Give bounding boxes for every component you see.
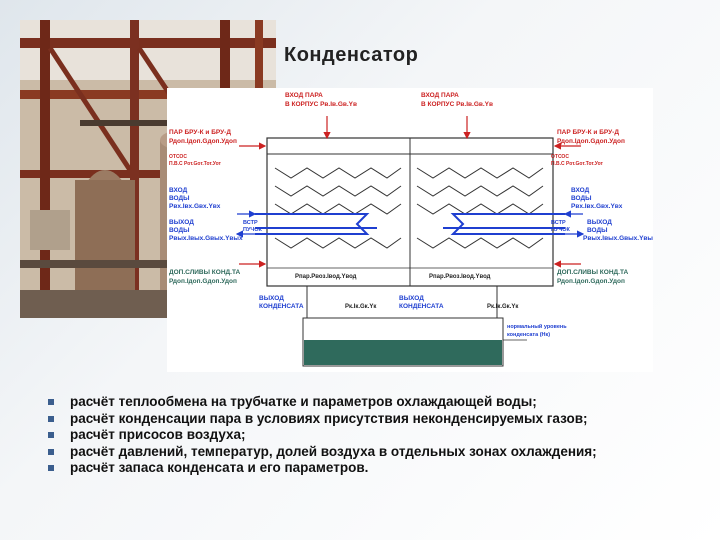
bru-left-l1: ПАР БРУ-К и БРУ-Д (169, 129, 231, 136)
water-out-left-l2: ВОДЫ (169, 227, 190, 234)
water-in-left-l1: ВХОД (169, 187, 188, 194)
bru-right-l1: ПАР БРУ-К и БРУ-Д (557, 129, 619, 136)
level-label-l1: нормальный уровень (507, 324, 567, 330)
bru-left-l2: Рдоп.Iдоп.Gдоп.Удоп (169, 138, 237, 145)
drain-right-l2: Рдоп.Iдоп.Gдоп.Удоп (557, 278, 625, 285)
bullet-square-icon (48, 399, 54, 405)
drain-left-l2: Рдоп.Iдоп.Gдоп.Удоп (169, 278, 237, 285)
cond-out-right-l1: ВЫХОД (399, 295, 424, 302)
level-label-l2: конденсата (Нк) (507, 332, 551, 338)
bullet-square-icon (48, 449, 54, 455)
water-in-right-l3: Рвх.Iвх.Gвх.Yвх (571, 203, 623, 210)
bullet-item: расчёт конденсации пара в условиях присутствия неконденсируемых газов; (48, 411, 688, 427)
cond-out-left-l2: КОНДЕНСАТА (259, 303, 304, 310)
bundle-left-l1: ВСТР (243, 220, 258, 226)
bru-right-l2: Рдоп.Iдоп.Gдоп.Удоп (557, 138, 625, 145)
bundle-right-l1: ВСТР (551, 220, 566, 226)
water-out-right-l3: Рвых.Iвых.Gвых.Yвых (583, 235, 653, 242)
steam-in-left-l1: ВХОД ПАРА (285, 92, 323, 99)
water-out-left-l3: Рвых.Iвых.Gвых.Yвых (169, 235, 243, 242)
drain-right-l1: ДОП.СЛИВЫ КОНД.ТА (557, 269, 629, 276)
cond-out-right-l2: КОНДЕНСАТА (399, 303, 444, 310)
cond-out-left-l1: ВЫХОД (259, 295, 284, 302)
water-in-right-l1: ВХОД (571, 187, 590, 194)
condenser-diagram (167, 88, 653, 372)
water-out-left-l1: ВЫХОД (169, 219, 194, 226)
water-out-right-l2: ВОДЫ (587, 227, 608, 234)
steam-in-left-l2: В КОРПУС Рв.Iв.Gв.Yв (285, 101, 358, 108)
water-in-left-l3: Рвх.Iвх.Gвх.Yвх (169, 203, 221, 210)
drain-left-l1: ДОП.СЛИВЫ КОНД.ТА (169, 269, 241, 276)
bullet-square-icon (48, 416, 54, 422)
ots-left-l2: П.В.С Рот.Gот.Тот.Уот (169, 161, 221, 167)
bullet-square-icon (48, 432, 54, 438)
ots-right-l2: П.В.С Рот.Gот.Тот.Уот (551, 161, 603, 167)
water-out-right-l1: ВЫХОД (587, 219, 612, 226)
steam-in-right-l1: ВХОД ПАРА (421, 92, 459, 99)
ots-right-l1: ОТСОС (551, 154, 569, 160)
bundle-left-l2: ПУЧОК (243, 227, 262, 233)
water-in-left-l2: ВОДЫ (169, 195, 190, 202)
ots-left-l1: ОТСОС (169, 154, 187, 160)
bundle-right-l2: ПУЧОК (551, 227, 570, 233)
bullet-item: расчёт запаса конденсата и его параметров. (48, 460, 688, 476)
water-in-right-l2: ВОДЫ (571, 195, 592, 202)
bullet-item: расчёт теплообмена на трубчатке и параметров охлаждающей воды; (48, 394, 688, 410)
bullet-square-icon (48, 465, 54, 471)
zone-left-params: Рпар.Рвоз.Iвод.Yвод (295, 274, 357, 280)
bullet-item: расчёт присосов воздуха; (48, 427, 688, 443)
slide-title: Конденсатор (284, 44, 419, 66)
bullet-list (48, 394, 688, 477)
bullet-item: расчёт давлений, температур, долей воздуха в отдельных зонах охлаждения; (48, 444, 688, 460)
steam-in-right-l2: В КОРПУС Рв.Iв.Gв.Yв (421, 101, 494, 108)
cond-params-left: Рк.Iк.Gк.Yк (345, 304, 377, 310)
cond-params-right: Рк.Iк.Gк.Yк (487, 304, 519, 310)
zone-right-params: Рпар.Рвоз.Iвод.Yвод (429, 274, 491, 280)
